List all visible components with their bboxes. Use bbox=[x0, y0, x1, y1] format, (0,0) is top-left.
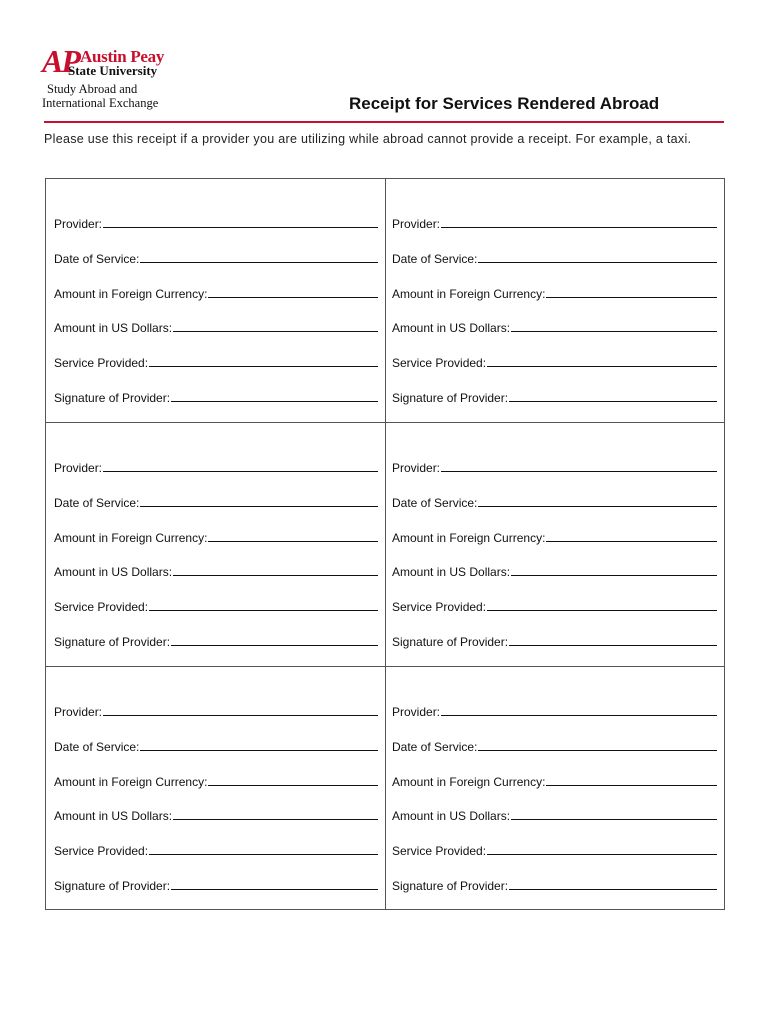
row-divider bbox=[46, 666, 724, 667]
fill-in-line[interactable] bbox=[487, 354, 717, 367]
receipt-field bbox=[54, 459, 378, 475]
fill-in-line[interactable] bbox=[208, 773, 378, 786]
receipt-field bbox=[54, 807, 378, 823]
receipt-field bbox=[54, 529, 378, 545]
fill-in-line[interactable] bbox=[149, 354, 378, 367]
receipt-field bbox=[392, 250, 717, 266]
receipt-field bbox=[54, 389, 378, 405]
field-label: Amount in Foreign Currency: bbox=[54, 530, 208, 545]
receipt-field bbox=[392, 494, 717, 510]
fill-in-line[interactable] bbox=[509, 389, 717, 402]
field-label: Signature of Provider: bbox=[54, 391, 171, 405]
field-label: Service Provided: bbox=[392, 356, 487, 371]
field-label: Date of Service: bbox=[392, 739, 478, 754]
receipt-field bbox=[54, 563, 378, 579]
department-line1: Study Abroad and bbox=[47, 82, 138, 96]
fill-in-line[interactable] bbox=[140, 494, 378, 507]
receipt-field bbox=[392, 773, 717, 789]
receipt-field bbox=[392, 389, 717, 405]
field-label: Date of Service: bbox=[54, 739, 140, 754]
intro-text: Please use this receipt if a provider you are utilizing while abroad cannot provide a receipt. For example, a taxi. bbox=[44, 132, 692, 146]
receipt-field bbox=[54, 250, 378, 266]
receipt-field bbox=[54, 354, 378, 370]
receipt-field bbox=[54, 319, 378, 335]
field-label: Signature of Provider: bbox=[392, 879, 509, 893]
fill-in-line[interactable] bbox=[208, 529, 378, 542]
field-label: Amount in US Dollars: bbox=[392, 809, 511, 824]
field-label: Amount in US Dollars: bbox=[392, 321, 511, 336]
receipt-field bbox=[54, 494, 378, 510]
receipt-field bbox=[54, 633, 378, 649]
title-rule bbox=[44, 121, 724, 123]
receipt-field bbox=[392, 877, 717, 893]
field-label: Signature of Provider: bbox=[54, 879, 171, 893]
field-label: Service Provided: bbox=[54, 844, 149, 859]
receipt-field bbox=[54, 842, 378, 858]
receipt-field bbox=[54, 285, 378, 301]
field-label: Service Provided: bbox=[54, 600, 149, 615]
field-label: Date of Service: bbox=[392, 495, 478, 510]
fill-in-line[interactable] bbox=[441, 215, 717, 228]
field-label: Service Provided: bbox=[392, 844, 487, 859]
fill-in-line[interactable] bbox=[509, 633, 717, 646]
receipt-field bbox=[392, 842, 717, 858]
fill-in-line[interactable] bbox=[103, 215, 378, 228]
fill-in-line[interactable] bbox=[546, 773, 717, 786]
receipt-field bbox=[392, 285, 717, 301]
fill-in-line[interactable] bbox=[171, 877, 378, 890]
field-label: Provider: bbox=[392, 461, 441, 475]
receipt-field bbox=[54, 598, 378, 614]
receipt-field bbox=[392, 633, 717, 649]
fill-in-line[interactable] bbox=[509, 877, 717, 890]
field-label: Amount in US Dollars: bbox=[54, 809, 173, 824]
field-label: Amount in Foreign Currency: bbox=[392, 774, 546, 789]
fill-in-line[interactable] bbox=[511, 319, 717, 332]
fill-in-line[interactable] bbox=[103, 459, 378, 472]
fill-in-line[interactable] bbox=[546, 529, 717, 542]
receipt-field bbox=[54, 773, 378, 789]
receipt-field bbox=[392, 354, 717, 370]
fill-in-line[interactable] bbox=[149, 842, 378, 855]
receipt-field bbox=[392, 215, 717, 231]
field-label: Signature of Provider: bbox=[54, 635, 171, 649]
column-divider bbox=[385, 179, 386, 909]
receipt-field bbox=[54, 703, 378, 719]
receipt-field bbox=[392, 738, 717, 754]
field-label: Date of Service: bbox=[54, 495, 140, 510]
field-label: Service Provided: bbox=[392, 600, 487, 615]
receipt-field bbox=[392, 563, 717, 579]
field-label: Provider: bbox=[392, 217, 441, 231]
field-label: Signature of Provider: bbox=[392, 391, 509, 405]
fill-in-line[interactable] bbox=[140, 738, 378, 751]
receipt-field bbox=[392, 807, 717, 823]
fill-in-line[interactable] bbox=[173, 319, 378, 332]
field-label: Amount in US Dollars: bbox=[392, 565, 511, 580]
receipt-field bbox=[392, 459, 717, 475]
receipt-field bbox=[392, 703, 717, 719]
receipt-field bbox=[392, 319, 717, 335]
field-label: Amount in Foreign Currency: bbox=[392, 530, 546, 545]
field-label: Provider: bbox=[54, 705, 103, 719]
fill-in-line[interactable] bbox=[511, 563, 717, 576]
university-logo bbox=[42, 43, 177, 116]
fill-in-line[interactable] bbox=[478, 250, 717, 263]
logo-name-line1: Austin Peay bbox=[80, 47, 165, 66]
logo-mark: AP bbox=[42, 43, 79, 79]
field-label: Date of Service: bbox=[392, 251, 478, 266]
field-label: Service Provided: bbox=[54, 356, 149, 371]
field-label: Provider: bbox=[392, 705, 441, 719]
fill-in-line[interactable] bbox=[171, 633, 378, 646]
fill-in-line[interactable] bbox=[487, 842, 717, 855]
row-divider bbox=[46, 422, 724, 423]
field-label: Amount in Foreign Currency: bbox=[392, 286, 546, 301]
receipt-field bbox=[392, 529, 717, 545]
fill-in-line[interactable] bbox=[103, 703, 378, 716]
field-label: Amount in US Dollars: bbox=[54, 321, 173, 336]
department-line2: International Exchange bbox=[42, 96, 159, 110]
fill-in-line[interactable] bbox=[173, 807, 378, 820]
fill-in-line[interactable] bbox=[173, 563, 378, 576]
fill-in-line[interactable] bbox=[511, 807, 717, 820]
field-label: Date of Service: bbox=[54, 251, 140, 266]
fill-in-line[interactable] bbox=[487, 598, 717, 611]
receipt-field bbox=[54, 738, 378, 754]
page-title: Receipt for Services Rendered Abroad bbox=[349, 94, 660, 113]
fill-in-line[interactable] bbox=[140, 250, 378, 263]
field-label: Amount in Foreign Currency: bbox=[54, 286, 208, 301]
field-label: Signature of Provider: bbox=[392, 635, 509, 649]
field-label: Amount in Foreign Currency: bbox=[54, 774, 208, 789]
fill-in-line[interactable] bbox=[171, 389, 378, 402]
logo-name-line2: State University bbox=[68, 63, 158, 78]
fill-in-line[interactable] bbox=[478, 738, 717, 751]
receipt-field bbox=[392, 598, 717, 614]
fill-in-line[interactable] bbox=[149, 598, 378, 611]
field-label: Provider: bbox=[54, 461, 103, 475]
receipt-field bbox=[54, 877, 378, 893]
receipt-grid bbox=[45, 178, 725, 910]
fill-in-line[interactable] bbox=[441, 703, 717, 716]
fill-in-line[interactable] bbox=[208, 285, 378, 298]
receipt-field bbox=[54, 215, 378, 231]
fill-in-line[interactable] bbox=[478, 494, 717, 507]
field-label: Amount in US Dollars: bbox=[54, 565, 173, 580]
fill-in-line[interactable] bbox=[546, 285, 717, 298]
field-label: Provider: bbox=[54, 217, 103, 231]
fill-in-line[interactable] bbox=[441, 459, 717, 472]
